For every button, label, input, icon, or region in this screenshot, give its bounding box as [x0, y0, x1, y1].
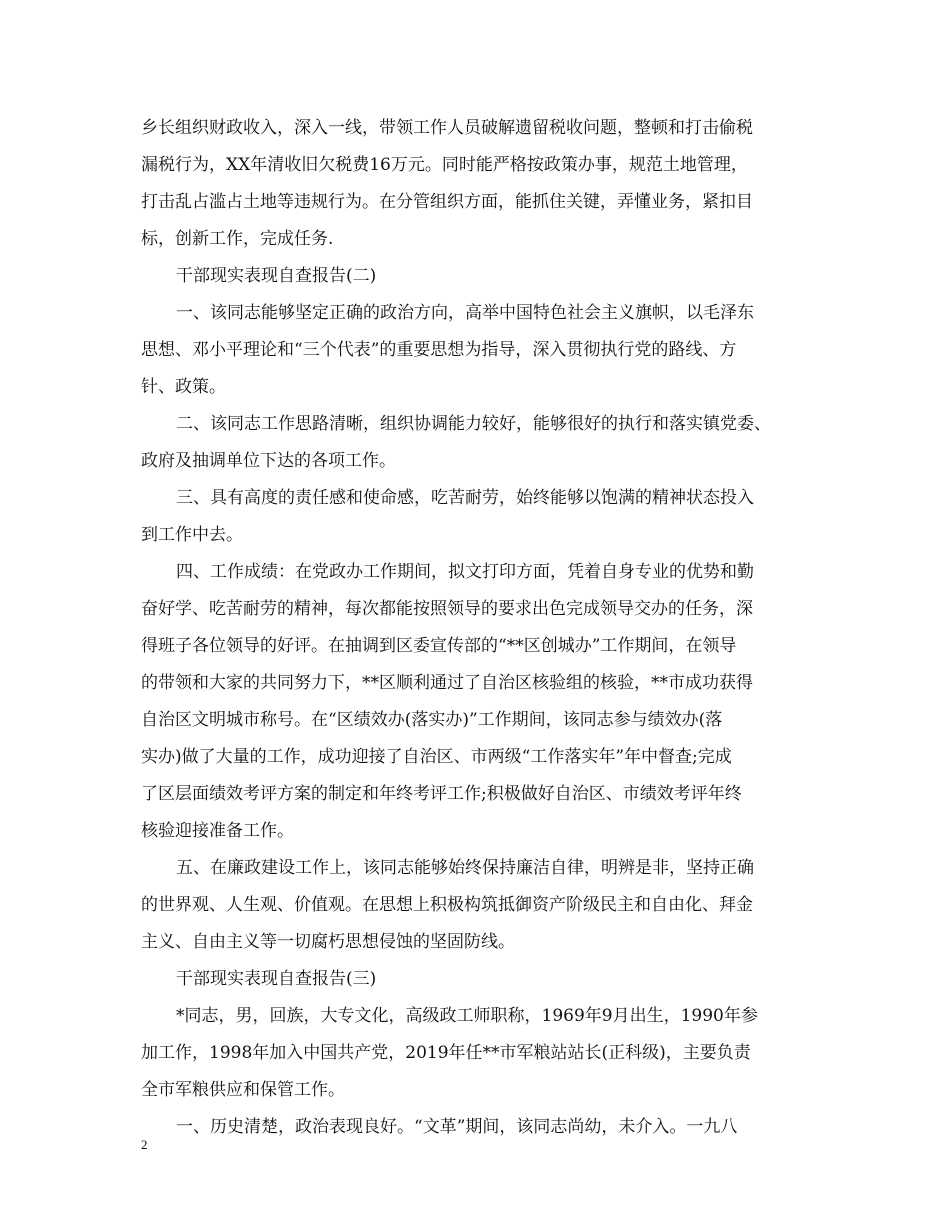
text-line: *同志，男，回族，大专文化，高级政工师职称，1969年9月出生，1990年参	[176, 1006, 758, 1026]
text-line: 全市军粮供应和保管工作。	[141, 1080, 345, 1100]
text-line: 漏税行为，XX年清收旧欠税费16万元。同时能严格按政策办事，规范土地管理，	[141, 155, 748, 175]
text-line: 自治区文明城市称号。在“区绩效办(落实办)”工作期间，该同志参与绩效办(落	[141, 710, 723, 730]
text-line: 打击乱占滥占土地等违规行为。在分管组织方面，能抓住关键，弄懂业务，紧扣目	[141, 192, 753, 212]
text-line: 思想、邓小平理论和“三个代表”的重要思想为指导，深入贯彻执行党的路线、方	[141, 340, 737, 360]
text-line: 实办)做了大量的工作，成功迎接了自治区、市两级“工作落实年”年中督查;完成	[141, 747, 732, 767]
text-line: 加工作，1998年加入中国共产党，2019年任**市军粮站站长(正科级)，主要负责	[141, 1043, 751, 1063]
text-line: 的世界观、人生观、价值观。在思想上积极构筑抵御资产阶级民主和自由化、拜金	[141, 895, 753, 915]
text-line: 针、政策。	[141, 377, 226, 397]
text-line: 主义、自由主义等一切腐朽思想侵蚀的坚固防线。	[141, 932, 515, 952]
page-number: 2	[141, 1137, 148, 1152]
text-line: 了区层面绩效考评方案的制定和年终考评工作;积极做好自治区、市绩效考评年终	[141, 784, 742, 804]
text-line: 标，创新工作，完成任务.	[141, 229, 334, 249]
text-line: 四、工作成绩：在党政办工作期间，拟文打印方面，凭着自身专业的优势和勤	[176, 562, 754, 582]
section-heading: 干部现实表现自查报告(三)	[176, 969, 377, 989]
text-line: 得班子各位领导的好评。在抽调到区委宣传部的“**区创城办”工作期间，在领导	[141, 636, 737, 656]
text-line: 二、该同志工作思路清晰，组织协调能力较好，能够很好的执行和落实镇党委、	[176, 414, 771, 434]
text-line: 奋好学、吃苦耐劳的精神，每次都能按照领导的要求出色完成领导交办的任务，深	[141, 599, 753, 619]
section-heading: 干部现实表现自查报告(二)	[176, 266, 377, 286]
text-line: 乡长组织财政收入，深入一线，带领工作人员破解遗留税收问题，整顿和打击偷税	[141, 118, 753, 138]
text-line: 政府及抽调单位下达的各项工作。	[141, 451, 396, 471]
text-line: 五、在廉政建设工作上，该同志能够始终保持廉洁自律，明辨是非，坚持正确	[176, 858, 754, 878]
text-line: 的带领和大家的共同努力下，**区顺利通过了自治区核验组的核验，**市成功获得	[141, 673, 753, 693]
text-line: 核验迎接准备工作。	[141, 821, 294, 841]
text-line: 一、历史清楚，政治表现良好。“文革”期间，该同志尚幼，未介入。一九八	[176, 1117, 738, 1137]
text-line: 三、具有高度的责任感和使命感，吃苦耐劳，始终能够以饱满的精神状态投入	[176, 488, 754, 508]
text-line: 一、该同志能够坚定正确的政治方向，高举中国特色社会主义旗帜，以毛泽东	[176, 303, 754, 323]
text-line: 到工作中去。	[141, 525, 243, 545]
